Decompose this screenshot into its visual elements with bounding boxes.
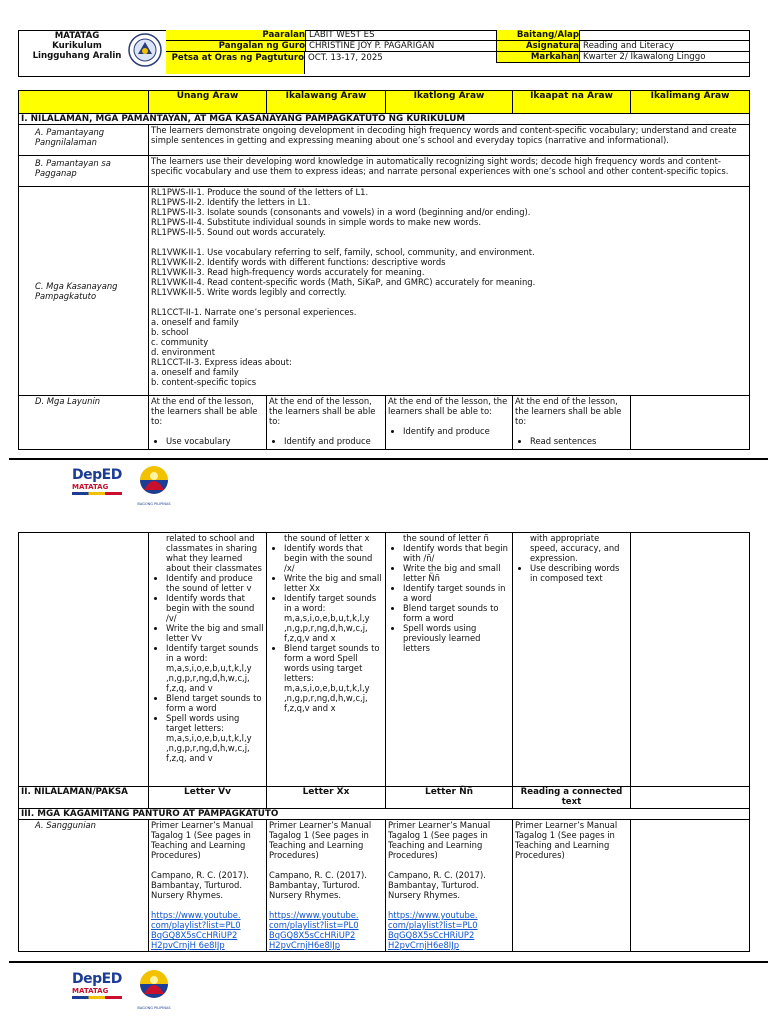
references-day2: Primer Learner’s Manual Tagalog 1 (See pages in Teaching and Learning Procedures) Campano, R. C. (2017). Bambantay, Turturod. Nursery Rhymes. https://www.youtube. com/playlist?list=PL0 BqGQ8X5sCcHRiUP2 H2pvCrnjH6e8IJp [267,820,386,952]
teacher-value: CHRISTINE JOY P. PAGARIGAN [306,41,496,52]
objective-day4: At the end of the lesson, the learners shall be able to: • Read sentences [513,396,631,450]
objectives-cont-label [19,533,149,787]
date-value: OCT. 13-17, 2025 [308,53,383,63]
deped-matatag-logo: DepED MATATAG [72,468,126,498]
row-b-text: The learners use their developing word knowledge in automatically recognizing sight words; decode high frequency words and content-specific vocabulary and use them to express ideas; and narrate personal experiences with one’s school and other content-specific topics. [149,156,750,187]
objective-day5 [631,396,750,450]
row-a-label: A. Pamantayang Pangnilalaman [19,125,149,156]
row-sanggunian-label: A. Sanggunian [19,820,149,952]
section1-title: I. NILALAMAN, MGA PAMANTAYAN, AT MGA KASANAYANG PAMPAGKATUTO NG KURIKULUM [19,114,750,125]
school-value: LABIT WEST ES [306,30,496,41]
bagong-pilipinas-logo-2: BAGONG PILIPINAS [130,968,178,1006]
grade-label: Baitang/Alap [497,30,580,41]
section2-title: II. NILALAMAN/PAKSA [19,787,149,809]
grade-value [580,30,749,41]
day-header-2: Ikalawang Araw [267,91,386,114]
quarter-label: Markahan [497,52,580,63]
date-label: Petsa at Oras ng Pagtuturo [166,52,305,74]
objective-day3: At the end of the lesson, the learners shall be able to: • Identify and produce [386,396,513,450]
row-d-label: D. Mga Layunin [19,396,149,450]
header-fields [166,30,496,74]
row-b-label: B. Pamantayan sa Pagganap [19,156,149,187]
subject-label: Asignatura [497,41,580,52]
playlist-link-day3[interactable]: https://www.youtube. com/playlist?list=PL0 BqGQ8X5sCcHRiUP2 H2pvCrnjH6e8IJp [388,910,478,950]
row-a-text: The learners demonstrate ongoing development in decoding high frequency words and content-specific vocabulary; understand and create simple sentences in getting and expressing meaning about one’s school and everyday topics (narrative and informational). [149,125,750,156]
corner-cell [19,91,149,114]
playlist-link-day2[interactable]: https://www.youtube. com/playlist?list=PL0 BqGQ8X5sCcHRiUP2 H2pvCrnjH6e8IJp [269,910,359,950]
references-day5 [631,820,750,952]
topic-day4: Reading a connected text [513,787,631,809]
lesson-table-page2 [18,532,750,952]
deped-seal-icon [128,33,162,67]
references-day4: Primer Learner’s Manual Tagalog 1 (See pages in Teaching and Learning Procedures) [513,820,631,952]
objective-day1: At the end of the lesson, the learners shall be able to: • Use vocabulary [149,396,267,450]
header-title: MATATAG Kurikulum Lingguhang Aralin [32,31,122,61]
row-c-label: C. Mga Kasanayang Pampagkatuto [19,187,149,396]
row-c-text: RL1PWS-II-1. Produce the sound of the letters of L1. RL1PWS-II-2. Identify the letters in L1. RL1PWS-II-3. Isolate sounds (consonants and vowels) in a word (beginning and/or ending). RL1PWS-II-4. Substitute individual sounds in simple words to make new words. RL1PWS-II-5. Sound out words accurately. RL1VWK-II-1. Use vocabulary referring to self, family, school, community, and environment. RL1VWK-II-2. Identify words with different functions: descriptive words RL1VWK-II-3. Read high-frequency words accurately for meaning. RL1VWK-II-4. Read content-specific words (Math, SiKaP, and GMRC) accurately for meaning. RL1VWK-II-5. Write words legibly and correctly. RL1CCT-II-1. Narrate one’s personal experiences. a. oneself and family b. school c. community d. environment RL1CCT-II-3. Express ideas about: a. oneself and family b. content-specific topics [149,187,750,396]
page2-footer-rule [9,961,768,963]
references-day3: Primer Learner’s Manual Tagalog 1 (See pages in Teaching and Learning Procedures) Campano, R. C. (2017). Bambantay, Turturod. Nursery Rhymes. https://www.youtube. com/playlist?list=PL0 BqGQ8X5sCcHRiUP2 H2pvCrnjH6e8IJp [386,820,513,952]
bagong-pilipinas-logo: BAGONG PILIPINAS [130,464,178,502]
day-header-1: Unang Araw [149,91,267,114]
header-right-fields [496,30,749,63]
references-day1: Primer Learner’s Manual Tagalog 1 (See pages in Teaching and Learning Procedures) Campano, R. C. (2017). Bambantay, Turturod. Nursery Rhymes. https://www.youtube. com/playlist?list=PL0 BqGQ8X5sCcHRiUP2 H2pvCrnjH 6e8IJp [149,820,267,952]
lesson-table-page1 [18,90,750,450]
topic-day1: Letter Vv [149,787,267,809]
page1-footer-rule [9,458,768,460]
quarter-value: Kwarter 2/ Ikawalong Linggo [580,52,749,63]
playlist-link-day1[interactable]: https://www.youtube. com/playlist?list=PL0 BqGQ8X5sCcHRiUP2 H2pvCrnjH 6e8IJp [151,910,241,950]
day-header-3: Ikatlong Araw [386,91,513,114]
day-header-5: Ikalimang Araw [631,91,750,114]
objectives-cont-day5 [631,533,750,787]
topic-day2: Letter Xx [267,787,386,809]
objective-day2: At the end of the lesson, the learners shall be able to: • Identify and produce [267,396,386,450]
objectives-cont-day2: the sound of letter x • Identify words that begin with the sound /x/ • Write the big and small letter Xx • Identify target sounds in a word: m,a,s,i,o,e,b,u,t,k,l,y ,n,g,p,r,ng,d,h,w,c,j, f,z,q,v and x • Blend target sounds to form a word Spell words using target letters: m,a,s,i,o,e,b,u,t,k,l,y ,n,g,p,r,ng,d,h,w,c,j, f,z,q,v and x [267,533,386,787]
section3-title: III. MGA KAGAMITANG PANTURO AT PAMPAGKATUTO [19,809,750,820]
topic-day3: Letter Ññ [386,787,513,809]
teacher-label: Pangalan ng Guro [166,41,306,52]
objectives-cont-day3: the sound of letter ñ • Identify words that begin with /ñ/ • Write the big and small letter Ññ • Identify target sounds in a word • Blend target sounds to form a word • Spell words using previously learned letters [386,533,513,787]
objectives-cont-day1: related to school and classmates in sharing what they learned about their classmates • Identify and produce the sound of letter v • Identify words that begin with the sound /v/ • Write the big and small letter Vv • Identify target sounds in a word: m,a,s,i,o,e,b,u,t,k,l,y ,n,g,p,r,ng,d,h,w,c,j, f,z,q, and v • Blend target sounds to form a word • Spell words using target letters: m,a,s,i,o,e,b,u,t,k,l,y ,n,g,p,r,ng,d,h,w,c,j, f,z,q, and v [149,533,267,787]
deped-matatag-logo-2: DepED MATATAG [72,972,126,1002]
objectives-cont-day4: with appropriate speed, accuracy, and expression. • Use describing words in composed text [513,533,631,787]
subject-value: Reading and Literacy [580,41,749,52]
topic-day5 [631,787,750,809]
school-label: Paaralan [166,30,306,41]
day-header-4: Ikaapat na Araw [513,91,631,114]
